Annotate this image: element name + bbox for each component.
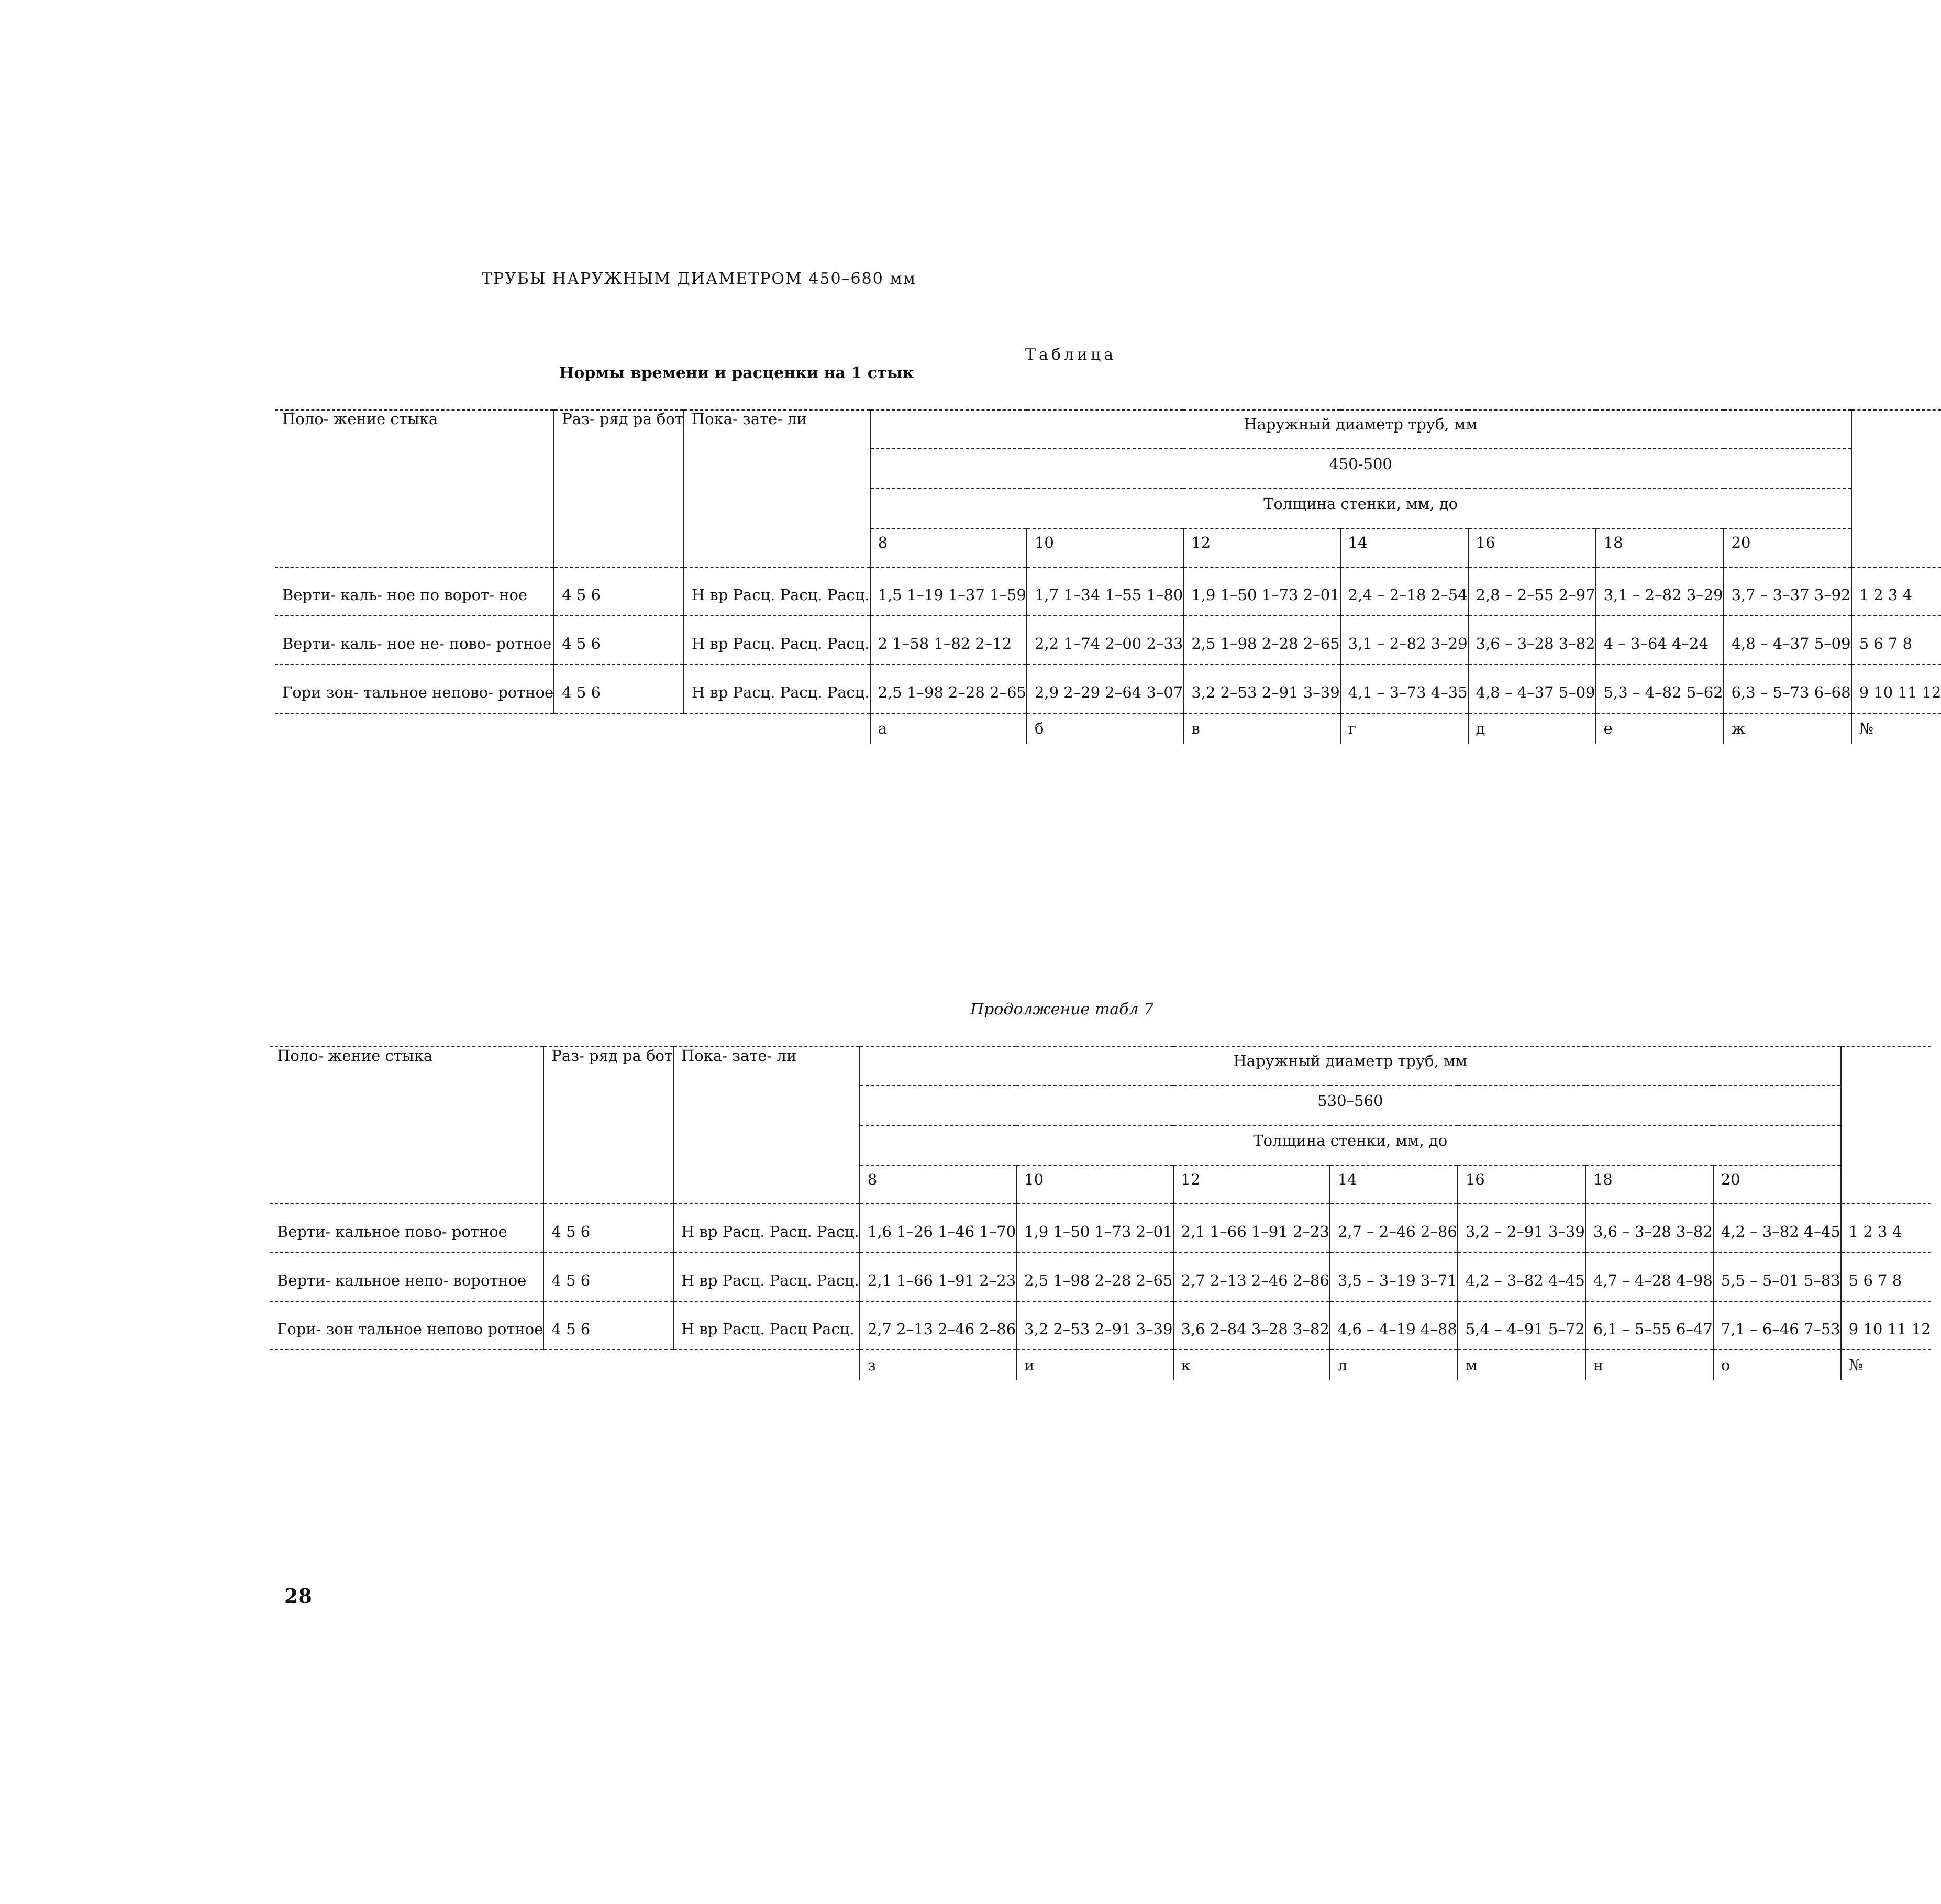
column-letter: л <box>1330 1350 1458 1380</box>
table-row <box>275 616 1941 665</box>
row-numbers: 1 2 3 4 <box>1851 567 1941 616</box>
row-indicators: Н вр Расц. Расц. Расц. <box>673 1253 860 1301</box>
letters-row <box>275 713 1941 744</box>
value-cell: 3,6 2–84 3–28 3–82 <box>1173 1301 1330 1350</box>
value-cell: 7,1 – 6–46 7–53 <box>1713 1301 1841 1350</box>
row-position: Верти- кальное непо- воротное <box>270 1253 544 1301</box>
value-cell: 1,9 1–50 1–73 2–01 <box>1016 1204 1173 1253</box>
row-numbers: 9 10 11 12 <box>1841 1301 1931 1350</box>
table-row <box>275 665 1941 713</box>
value-cell: 6,1 – 5–55 6–47 <box>1585 1301 1713 1350</box>
value-cell: 3,6 – 3–28 3–82 <box>1468 616 1596 665</box>
col-header-position: Поло- жение стыка <box>270 1047 544 1204</box>
row-position: Верти- кальное пово- ротное <box>270 1204 544 1253</box>
row-numbers: 9 10 11 12 <box>1851 665 1941 713</box>
value-cell: 3,1 – 2–82 3–29 <box>1596 567 1724 616</box>
column-letter: и <box>1016 1350 1173 1380</box>
row-numbers: 5 6 7 8 <box>1851 616 1941 665</box>
thickness-value: 10 <box>1016 1165 1173 1204</box>
row-indicators: Н вр Расц. Расц. Расц. <box>684 567 870 616</box>
column-letter: в <box>1183 713 1340 744</box>
col-header-position: Поло- жение стыка <box>275 410 554 567</box>
thickness-value: 14 <box>1330 1165 1458 1204</box>
value-cell: 2,5 1–98 2–28 2–65 <box>1183 616 1340 665</box>
value-cell: 2,1 1–66 1–91 2–23 <box>1173 1204 1330 1253</box>
value-cell: 5,3 – 4–82 5–62 <box>1596 665 1724 713</box>
col-header-indicators: Пока- зате- ли <box>673 1047 860 1204</box>
thickness-value: 16 <box>1458 1165 1585 1204</box>
row-indicators: Н вр Расц. Расц. Расц. <box>673 1204 860 1253</box>
value-cell: 2,2 1–74 2–00 2–33 <box>1027 616 1183 665</box>
column-letter: д <box>1468 713 1596 744</box>
table-row <box>270 1253 1931 1301</box>
thickness-value: 8 <box>860 1165 1016 1204</box>
value-cell: 3,6 – 3–28 3–82 <box>1585 1204 1713 1253</box>
column-letter: ж <box>1724 713 1851 744</box>
row-grades: 4 5 6 <box>544 1253 673 1301</box>
row-position: Верти- каль- ное по ворот- ное <box>275 567 554 616</box>
thickness-value: 10 <box>1027 528 1183 567</box>
col-header-indicators: Пока- зате- ли <box>684 410 870 567</box>
row-grades: 4 5 6 <box>554 665 684 713</box>
value-cell: 2,4 – 2–18 2–54 <box>1340 567 1468 616</box>
value-cell: 4,8 – 4–37 5–09 <box>1724 616 1851 665</box>
col-header-grade: Раз- ряд ра бот <box>554 410 684 567</box>
col-header-diameter: Наружный диаметр труб, мм <box>870 410 1851 449</box>
value-cell: 2,1 1–66 1–91 2–23 <box>860 1253 1016 1301</box>
thickness-value: 18 <box>1596 528 1724 567</box>
row-indicators: Н вр Расц. Расц Расц. <box>673 1301 860 1350</box>
value-cell: 2,5 1–98 2–28 2–65 <box>870 665 1027 713</box>
value-cell: 2,7 – 2–46 2–86 <box>1330 1204 1458 1253</box>
value-cell: 3,2 2–53 2–91 3–39 <box>1183 665 1340 713</box>
row-position: Гори- зон тальное непово ротное <box>270 1301 544 1350</box>
thickness-value: 18 <box>1585 1165 1713 1204</box>
col-header-thickness: Толщина стенки, мм, до <box>870 489 1851 528</box>
thickness-value: 20 <box>1724 528 1851 567</box>
table-label: Таблица <box>1025 346 1117 364</box>
table-row <box>270 1204 1931 1253</box>
value-cell: 4,7 – 4–28 4–98 <box>1585 1253 1713 1301</box>
value-cell: 4,2 – 3–82 4–45 <box>1458 1253 1585 1301</box>
num-label: № <box>1859 719 1874 737</box>
value-cell: 2,8 – 2–55 2–97 <box>1468 567 1596 616</box>
row-numbers: 1 2 3 4 <box>1841 1204 1931 1253</box>
value-cell: 2,7 2–13 2–46 2–86 <box>860 1301 1016 1350</box>
row-position: Гори зон- тальное непово- ротное <box>275 665 554 713</box>
column-letter: а <box>870 713 1027 744</box>
value-cell: 3,2 – 2–91 3–39 <box>1458 1204 1585 1253</box>
row-grades: 4 5 6 <box>544 1204 673 1253</box>
value-cell: 2 1–58 1–82 2–12 <box>870 616 1027 665</box>
page-number: 28 <box>284 1584 312 1608</box>
thickness-value: 20 <box>1713 1165 1841 1204</box>
table-row <box>270 1301 1931 1350</box>
table-subtitle: Нормы времени и расценки на 1 стык <box>559 364 914 382</box>
column-letter: з <box>860 1350 1016 1380</box>
column-letter: е <box>1596 713 1724 744</box>
value-cell: 1,6 1–26 1–46 1–70 <box>860 1204 1016 1253</box>
col-header-grade: Раз- ряд ра бот <box>544 1047 673 1204</box>
value-cell: 1,5 1–19 1–37 1–59 <box>870 567 1027 616</box>
value-cell: 5,4 – 4–91 5–72 <box>1458 1301 1585 1350</box>
row-numbers: 5 6 7 8 <box>1841 1253 1931 1301</box>
row-indicators: Н вр Расц. Расц. Расц. <box>684 665 870 713</box>
row-grades: 4 5 6 <box>554 616 684 665</box>
norms-table-1 <box>275 409 1941 744</box>
row-position: Верти- каль- ное не- пово- ротное <box>275 616 554 665</box>
value-cell: 4 – 3–64 4–24 <box>1596 616 1724 665</box>
column-letter: о <box>1713 1350 1841 1380</box>
col-header-diameter-range: 450-500 <box>870 449 1851 489</box>
value-cell: 4,8 – 4–37 5–09 <box>1468 665 1596 713</box>
col-header-thickness: Толщина стенки, мм, до <box>860 1125 1841 1165</box>
value-cell: 2,5 1–98 2–28 2–65 <box>1016 1253 1173 1301</box>
column-letter: к <box>1173 1350 1330 1380</box>
letters-row <box>270 1350 1931 1380</box>
value-cell: 2,9 2–29 2–64 3–07 <box>1027 665 1183 713</box>
value-cell: 3,1 – 2–82 3–29 <box>1340 616 1468 665</box>
thickness-value: 16 <box>1468 528 1596 567</box>
thickness-value: 12 <box>1183 528 1340 567</box>
thickness-value: 12 <box>1173 1165 1330 1204</box>
value-cell: 4,6 – 4–19 4–88 <box>1330 1301 1458 1350</box>
num-label: № <box>1848 1356 1864 1374</box>
row-grades: 4 5 6 <box>544 1301 673 1350</box>
norms-table-2 <box>270 1046 1931 1380</box>
value-cell: 3,7 – 3–37 3–92 <box>1724 567 1851 616</box>
row-grades: 4 5 6 <box>554 567 684 616</box>
column-letter: б <box>1027 713 1183 744</box>
col-header-diameter: Наружный диаметр труб, мм <box>860 1047 1841 1086</box>
column-letter: н <box>1585 1350 1713 1380</box>
thickness-value: 14 <box>1340 528 1468 567</box>
value-cell: 3,5 – 3–19 3–71 <box>1330 1253 1458 1301</box>
value-cell: 4,2 – 3–82 4–45 <box>1713 1204 1841 1253</box>
thickness-value: 8 <box>870 528 1027 567</box>
continuation-label: Продолжение табл 7 <box>970 1000 1154 1019</box>
col-header-diameter-range: 530–560 <box>860 1086 1841 1125</box>
column-letter: м <box>1458 1350 1585 1380</box>
value-cell: 4,1 – 3–73 4–35 <box>1340 665 1468 713</box>
value-cell: 6,3 – 5–73 6–68 <box>1724 665 1851 713</box>
value-cell: 5,5 – 5–01 5–83 <box>1713 1253 1841 1301</box>
value-cell: 1,7 1–34 1–55 1–80 <box>1027 567 1183 616</box>
column-letter: г <box>1340 713 1468 744</box>
value-cell: 3,2 2–53 2–91 3–39 <box>1016 1301 1173 1350</box>
table-row <box>275 567 1941 616</box>
row-indicators: Н вр Расц. Расц. Расц. <box>684 616 870 665</box>
value-cell: 1,9 1–50 1–73 2–01 <box>1183 567 1340 616</box>
page-heading: ТРУБЫ НАРУЖНЫМ ДИАМЕТРОМ 450–680 мм <box>481 270 917 288</box>
value-cell: 2,7 2–13 2–46 2–86 <box>1173 1253 1330 1301</box>
